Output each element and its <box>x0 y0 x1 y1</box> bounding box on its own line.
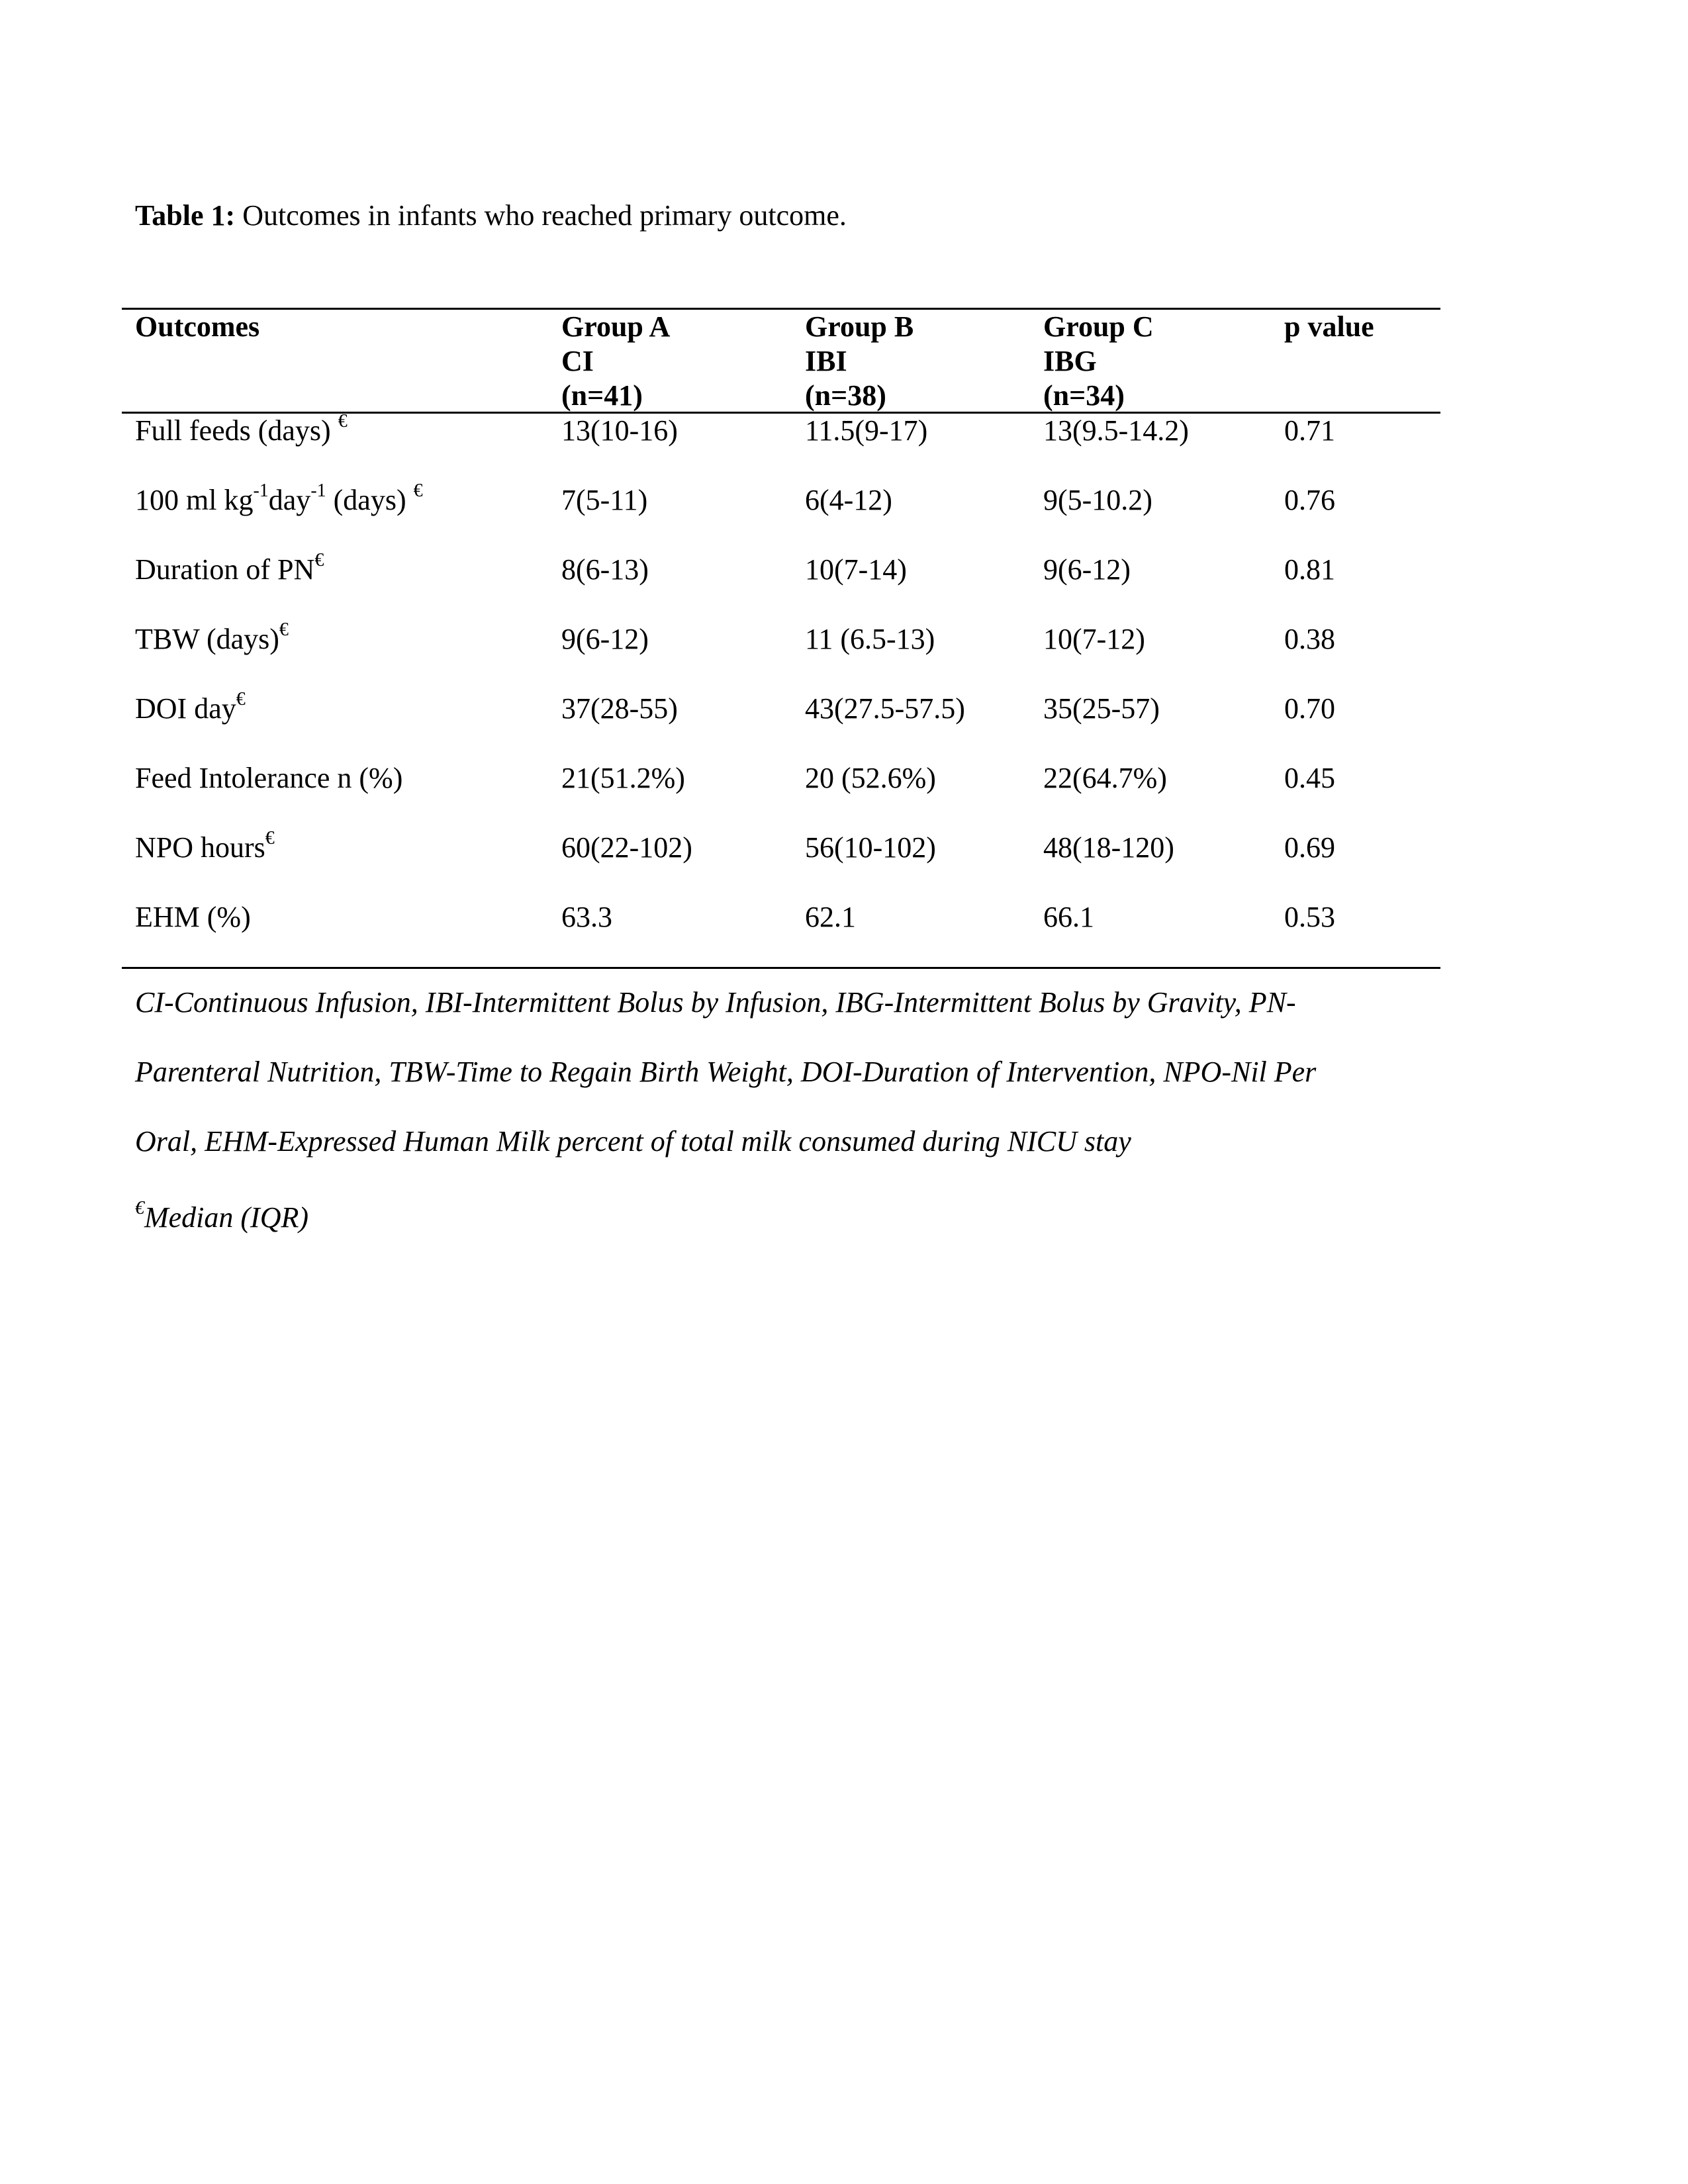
row-label: Feed Intolerance n (%) <box>135 762 403 794</box>
abbreviation-note-line: CI-Continuous Infusion, IBI-Intermittent Bolus by Infusion, IBG-Intermittent Bolus by Gravity, PN- <box>135 986 1296 1019</box>
cell-p-value: 0.53 <box>1284 901 1335 933</box>
table-row <box>0 829 1688 869</box>
cell-group-a: 63.3 <box>561 901 612 933</box>
cell-p-value: 0.38 <box>1284 623 1335 655</box>
median-mark: € <box>135 1198 144 1218</box>
table-row <box>0 551 1688 591</box>
median-footnote <box>135 1199 308 1236</box>
cell-group-a: 8(6-13) <box>561 553 649 586</box>
cell-p-value: 0.69 <box>1284 831 1335 864</box>
median-mark: € <box>265 828 275 848</box>
cell-group-a: 37(28-55) <box>561 692 678 725</box>
row-label: 100 ml $kg^{-1}day^{-1}$ (days) € <box>135 480 423 516</box>
cell-group-c: 66.1 <box>1043 901 1094 933</box>
abbreviation-notes <box>135 968 1432 1176</box>
cell-group-c: 13(9.5-14.2) <box>1043 414 1189 447</box>
median-mark: € <box>314 550 324 570</box>
table-row <box>0 690 1688 730</box>
cell-group-b: 20 (52.6%) <box>805 762 936 794</box>
header-p-value <box>1284 310 1374 344</box>
table-caption <box>135 197 847 234</box>
header-group-b-n: (n=38) <box>805 379 886 412</box>
header-outcomes-label: Outcomes <box>135 310 260 343</box>
header-group-c-n: (n=34) <box>1043 379 1125 412</box>
row-label: DOI day€ <box>135 689 246 725</box>
cell-group-b: 56(10-102) <box>805 831 936 864</box>
header-group-a-n: (n=41) <box>561 379 643 412</box>
cell-group-a: 7(5-11) <box>561 484 648 516</box>
cell-group-c: 9(6-12) <box>1043 553 1131 586</box>
cell-p-value: 0.71 <box>1284 414 1335 447</box>
median-footnote-text: Median (IQR) <box>144 1201 309 1234</box>
cell-group-a: 13(10-16) <box>561 414 678 447</box>
cell-p-value: 0.76 <box>1284 484 1335 516</box>
cell-group-a: 21(51.2%) <box>561 762 685 794</box>
header-outcomes <box>135 310 259 344</box>
header-group-b-method: IBI <box>805 345 847 377</box>
cell-group-c: 22(64.7%) <box>1043 762 1167 794</box>
table-row <box>0 482 1688 522</box>
cell-p-value: 0.70 <box>1284 692 1335 725</box>
row-label: Full feeds (days) € <box>135 411 348 447</box>
median-mark: € <box>338 411 348 432</box>
cell-p-value: 0.45 <box>1284 762 1335 794</box>
cell-group-b: 43(27.5-57.5) <box>805 692 965 725</box>
header-group-b <box>805 310 914 413</box>
header-p-value-label: p value <box>1284 310 1374 343</box>
header-group-b-name: Group B <box>805 310 914 343</box>
table-caption-text: Outcomes in infants who reached primary outcome. <box>235 199 847 232</box>
cell-group-b: 6(4-12) <box>805 484 892 516</box>
header-group-a-name: Group A <box>561 310 671 343</box>
cell-group-b: 62.1 <box>805 901 856 933</box>
abbreviation-note-line: Oral, EHM-Expressed Human Milk percent of total milk consumed during NICU stay <box>135 1125 1131 1158</box>
row-label: TBW (days)€ <box>135 619 289 655</box>
cell-p-value: 0.81 <box>1284 553 1335 586</box>
cell-group-b: 10(7-14) <box>805 553 907 586</box>
row-label: Duration of PN€ <box>135 550 324 586</box>
cell-group-c: 35(25-57) <box>1043 692 1160 725</box>
cell-group-a: 60(22-102) <box>561 831 692 864</box>
table-caption-label: Table 1: <box>135 199 236 232</box>
header-group-c-method: IBG <box>1043 345 1097 377</box>
median-mark: € <box>279 619 289 640</box>
row-label: NPO hours€ <box>135 828 275 864</box>
header-group-c <box>1043 310 1154 413</box>
cell-group-c: 48(18-120) <box>1043 831 1174 864</box>
median-mark: € <box>413 480 423 501</box>
median-mark: € <box>236 689 246 709</box>
header-group-a-method: CI <box>561 345 594 377</box>
header-group-a <box>561 310 670 413</box>
cell-group-b: 11.5(9-17) <box>805 414 928 447</box>
table-row <box>0 621 1688 660</box>
abbreviation-note-line: Parenteral Nutrition, TBW-Time to Regain Birth Weight, DOI-Duration of Intervention, NPO-Nil Per <box>135 1056 1317 1088</box>
cell-group-c: 9(5-10.2) <box>1043 484 1152 516</box>
table-row <box>0 760 1688 799</box>
row-label: EHM (%) <box>135 901 251 933</box>
table-row <box>0 412 1688 452</box>
cell-group-c: 10(7-12) <box>1043 623 1145 655</box>
cell-group-a: 9(6-12) <box>561 623 649 655</box>
cell-group-b: 11 (6.5-13) <box>805 623 935 655</box>
table-top-rule <box>122 308 1440 310</box>
table-row <box>0 899 1688 938</box>
header-group-c-name: Group C <box>1043 310 1154 343</box>
